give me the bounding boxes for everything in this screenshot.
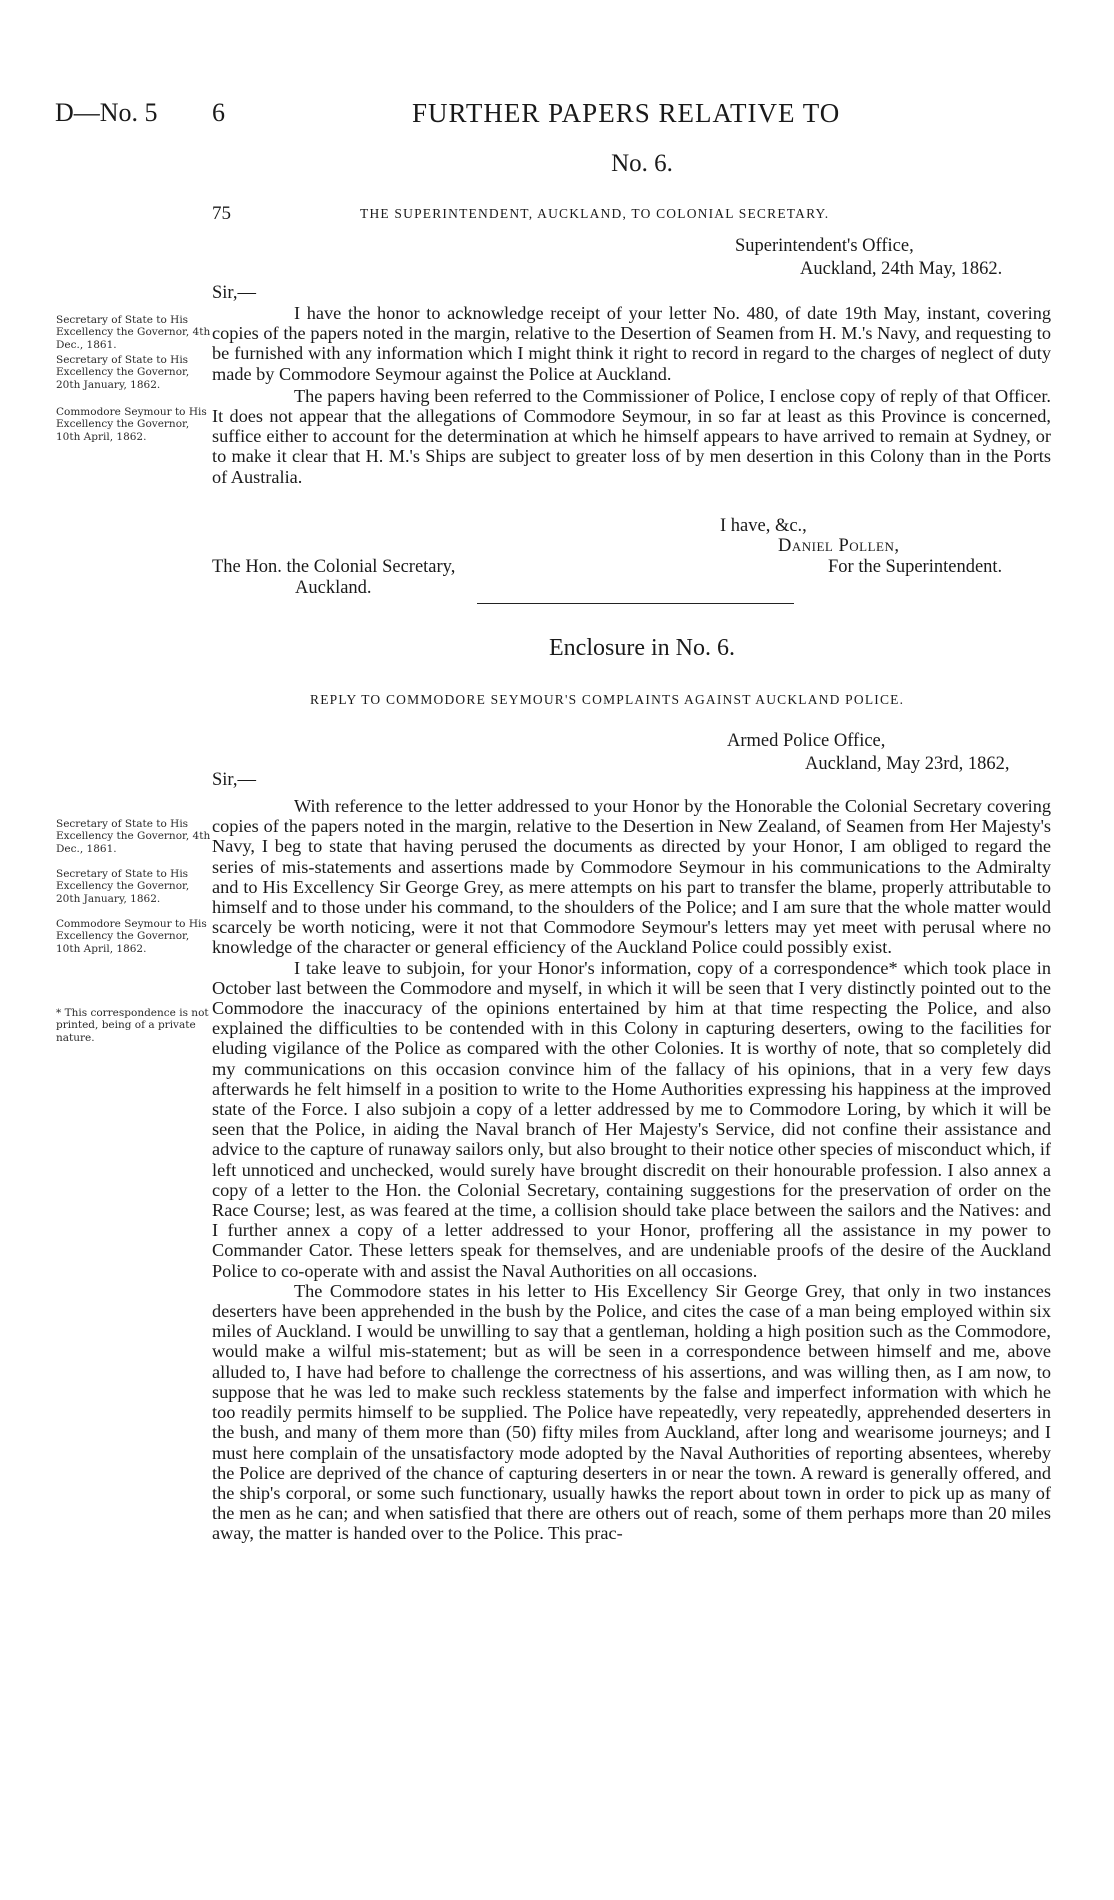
enclosure-salutation: Sir,— bbox=[212, 770, 256, 790]
letter-place-date: Auckland, 24th May, 1862. bbox=[800, 259, 1003, 279]
footnote: * This correspondence is not printed, being of a private nature. bbox=[56, 1007, 209, 1044]
item-number: 75 bbox=[212, 203, 231, 224]
letter-signer-role: For the Superintendent. bbox=[828, 557, 1003, 577]
enclosure-paragraph: With reference to the letter addressed to your Honor by the Honorable the Colonial Secretary covering copies of the papers noted in the margin, relative to the Desertion in New Zealand, of Seamen from Her Majesty's Navy, I beg to state that having perused the documents as directed by your Honor, I am obliged to regard the series of mis-statements and assertions made by Commodore Seymour in his communications to the Admiralty and to His Excellency Sir George Grey, as mere attempts on his part to transfer the blame, properly attributable to himself and to those under his command, to the shoulders of the Police; and I am sure that the whole matter would scarcely be worth noticing, were it not that Commodore Seymour's letters may yet meet with perusal where no knowledge of the character or general efficiency of the Auckland Police could possibly exist. bbox=[212, 796, 1051, 958]
page-number: 6 bbox=[212, 98, 225, 127]
enclosure-place-date: Auckland, May 23rd, 1862, bbox=[805, 754, 1010, 774]
sender-office: Superintendent's Office, bbox=[735, 236, 914, 256]
margin-note: Commodore Seymour to His Excellency the Governor, 10th April, 1862. bbox=[56, 406, 207, 443]
document-number: No. 6. bbox=[611, 150, 673, 177]
margin-note: Commodore Seymour to His Excellency the Governor, 10th April, 1862. bbox=[56, 918, 207, 955]
letter-heading: THE SUPERINTENDENT, AUCKLAND, TO COLONIAL SECRETARY. bbox=[360, 206, 830, 221]
enclosure-body bbox=[212, 796, 1051, 1544]
enclosure-heading: REPLY TO COMMODORE SEYMOUR'S COMPLAINTS AGAINST AUCKLAND POLICE. bbox=[310, 692, 905, 707]
letter-salutation: Sir,— bbox=[212, 283, 256, 303]
letter-paragraph: The papers having been referred to the Commissioner of Police, I enclose copy of reply of that Officer. It does not appear that the allegations of Commodore Seymour, in so far at least as this Province is concerned, suffice either to account for the determination at which he himself appears to have arrived to remain at Sydney, or to make it clear that H. M.'s Ships are subject to greater loss of by men desertion in this Colony than in the Ports of Australia. bbox=[212, 385, 1051, 487]
letter-addressee: The Hon. the Colonial Secretary, bbox=[212, 557, 456, 577]
letter-paragraph: I have the honor to acknowledge receipt of your letter No. 480, of date 19th May, instant, covering copies of the papers noted in the margin, relative to the Desertion of Seamen from H. M.'s Navy, and requesting to be furnished with any information which I might think it right to record in regard to the charges of neglect of duty made by Commodore Seymour against the Police at Auckland. bbox=[212, 303, 1051, 384]
letter-body bbox=[212, 303, 1051, 487]
letter-signer: Daniel Pollen, bbox=[778, 536, 900, 556]
enclosure-office: Armed Police Office, bbox=[727, 731, 886, 751]
letter-addressee-place: Auckland. bbox=[295, 578, 372, 598]
running-title: FURTHER PAPERS RELATIVE TO bbox=[412, 98, 841, 128]
enclosure-title: Enclosure in No. 6. bbox=[549, 635, 735, 661]
margin-note: Secretary of State to His Excellency the Governor, 20th January, 1862. bbox=[56, 868, 190, 905]
margin-note: Secretary of State to His Excellency the Governor, 20th January, 1862. bbox=[56, 354, 190, 391]
document-reference: D—No. 5 bbox=[55, 98, 158, 127]
enclosure-paragraph: I take leave to subjoin, for your Honor's information, copy of a correspondence* which took place in October last between the Commodore and myself, in which it will be seen that I very distinctly pointed out to the Commodore the inaccuracy of the opinions entertained by him at that time respecting the Police, and also explained the difficulties to be contended with in this Colony in capturing deserters, owing to the facilities for eluding vigilance of the Police as compared with the other Colonies. It is worthy of note, that so completely did my communications on this occasion convince him of the fallacy of his opinions, that in a very few days afterwards he felt himself in a position to write to the Home Authorities expressing his happiness at the improved state of the Force. I also subjoin a copy of a letter addressed by me to Commodore Loring, by which it will be seen that the Police, in aiding the Naval branch of Her Majesty's Service, did not confine their assistance and advice to the capture of runaway sailors only, but also brought to their notice other species of misconduct which, if left unnoticed and unchecked, would surely have brought discredit on their honourable profession. I also annex a copy of a letter to the Hon. the Colonial Secretary, containing suggestions for the preservation of order on the Race Course; lest, as was feared at the time, a collision should take place between the sailors and the Natives: and I further annex a copy of a letter addressed to your Honor, proffering all the assistance in my power to Commander Cator. These letters speak for themselves, and are undeniable proofs of the desire of the Auckland Police to co-operate with and assist the Naval Authorities on all occasions. bbox=[212, 957, 1052, 1281]
enclosure-paragraph: The Commodore states in his letter to His Excellency Sir George Grey, that only in two instances deserters have been apprehended in the bush by the Police, and cites the case of a man being employed within six miles of Auckland. I would be unwilling to say that a gentleman, holding a high position such as the Commodore, would make a wilful mis-statement; but as will be seen in a correspondence between himself and me, above alluded to, I have had before to challenge the correctness of his assertions, and was willing then, as I am now, to suppose that he was led to make such reckless statements by the false and imperfect information with which he too readily permits himself to be supplied. The Police have repeatedly, very repeatedly, apprehended deserters in the bush, and many of them more than (50) fifty miles from Auckland, after long and wearisome journeys; and I must here complain of the unsatisfactory mode adopted by the Naval Authorities of reporting absentees, whereby the Police are deprived of the chance of capturing deserters in or near the town. A reward is generally offered, and the ship's corporal, or some such functionary, usually hawks the report about town in order to pick up as many of the men as he can; and when satisfied that there are others out of reach, some of them perhaps more than 20 miles away, the matter is handed over to the Police. This prac- bbox=[212, 1280, 1051, 1544]
margin-note: Secretary of State to His Excellency the Governor, 4th Dec., 1861. bbox=[56, 314, 211, 351]
letter-closing: I have, &c., bbox=[720, 516, 807, 536]
section-divider bbox=[477, 603, 794, 604]
margin-note: Secretary of State to His Excellency the Governor, 4th Dec., 1861. bbox=[56, 818, 211, 855]
